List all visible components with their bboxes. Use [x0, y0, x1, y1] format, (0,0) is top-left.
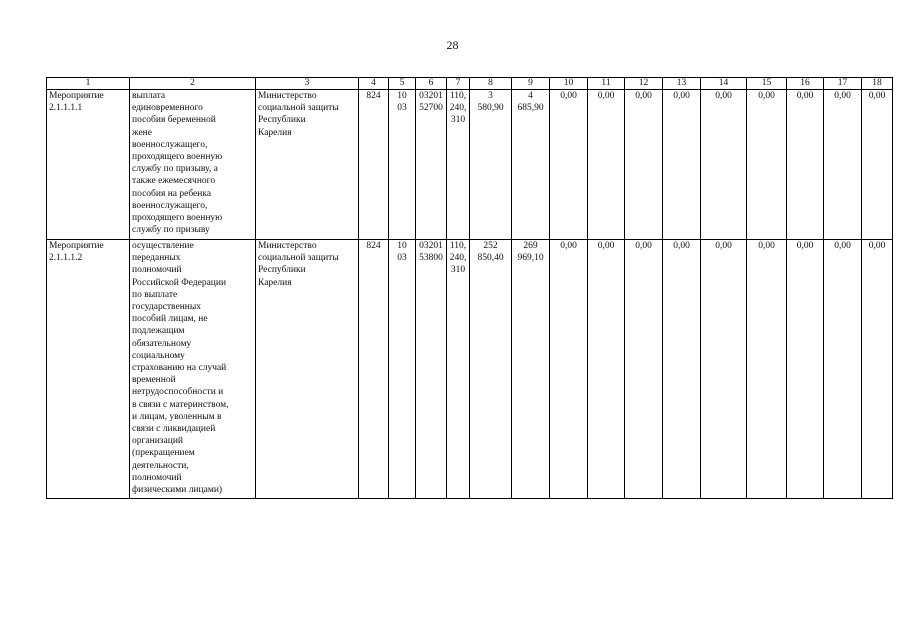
value-cell: 0,00	[550, 240, 588, 499]
expense-type-cell: 110, 240, 310	[447, 240, 470, 499]
column-header: 13	[663, 78, 701, 90]
column-header: 9	[512, 78, 550, 90]
value-cell: 0,00	[625, 90, 663, 240]
column-header: 7	[447, 78, 470, 90]
value-cell: 0,00	[663, 240, 701, 499]
value-cell: 252 850,40	[470, 240, 512, 499]
value-cell: 0,00	[588, 240, 625, 499]
target-code-cell: 03201 52700	[416, 90, 447, 240]
measure-cell: Мероприятие 2.1.1.1.2	[47, 240, 130, 499]
value-cell: 0,00	[550, 90, 588, 240]
column-header: 5	[389, 78, 416, 90]
page-number: 28	[446, 38, 459, 52]
column-header: 16	[787, 78, 824, 90]
value-cell: 0,00	[663, 90, 701, 240]
value-cell: 0,00	[701, 90, 747, 240]
column-header: 2	[130, 78, 256, 90]
value-cell: 0,00	[588, 90, 625, 240]
column-header: 6	[416, 78, 447, 90]
column-header: 10	[550, 78, 588, 90]
value-cell: 0,00	[625, 240, 663, 499]
table-row	[47, 240, 893, 499]
executor-cell: Министерство социальной защиты Республики Карелия	[256, 90, 359, 240]
value-cell: 0,00	[862, 240, 893, 499]
section-code-cell: 10 03	[389, 240, 416, 499]
header-row	[47, 78, 893, 90]
expense-type-cell: 110, 240, 310	[447, 90, 470, 240]
value-cell: 0,00	[787, 90, 824, 240]
value-cell: 269 969,10	[512, 240, 550, 499]
value-cell: 0,00	[824, 240, 862, 499]
value-cell: 0,00	[862, 90, 893, 240]
column-header: 18	[862, 78, 893, 90]
value-cell: 0,00	[701, 240, 747, 499]
column-header: 3	[256, 78, 359, 90]
column-header: 4	[359, 78, 389, 90]
column-header: 11	[588, 78, 625, 90]
target-code-cell: 03201 53800	[416, 240, 447, 499]
table-row	[47, 90, 893, 240]
value-cell: 0,00	[747, 240, 787, 499]
description-cell: выплата единовременного пособия беременной жене военнослужащего, проходящего военную службу по призыву, а также ежемесячного пособия на ребенка военнослужащего, проходящего военную службу по призыву	[130, 90, 256, 240]
executor-cell: Министерство социальной защиты Республики Карелия	[256, 240, 359, 499]
column-header: 15	[747, 78, 787, 90]
grbs-code-cell: 824	[359, 240, 389, 499]
column-header: 8	[470, 78, 512, 90]
grbs-code-cell: 824	[359, 90, 389, 240]
value-cell: 3 580,90	[470, 90, 512, 240]
value-cell: 0,00	[747, 90, 787, 240]
budget-table	[46, 77, 893, 499]
section-code-cell: 10 03	[389, 90, 416, 240]
description-cell: осуществление переданных полномочий Российской Федерации по выплате государственных пособий лицам, не подлежащим обязательному социальному страхованию на случай временной нетрудоспособности и в связи с материнством, и лицам, уволенным в связи с ликвидацией организаций (прекращением деятельности, полномочий физическими лицами)	[130, 240, 256, 499]
value-cell: 0,00	[787, 240, 824, 499]
column-header: 14	[701, 78, 747, 90]
measure-cell: Мероприятие 2.1.1.1.1	[47, 90, 130, 240]
column-header: 1	[47, 78, 130, 90]
value-cell: 0,00	[824, 90, 862, 240]
column-header: 17	[824, 78, 862, 90]
value-cell: 4 685,90	[512, 90, 550, 240]
column-header: 12	[625, 78, 663, 90]
